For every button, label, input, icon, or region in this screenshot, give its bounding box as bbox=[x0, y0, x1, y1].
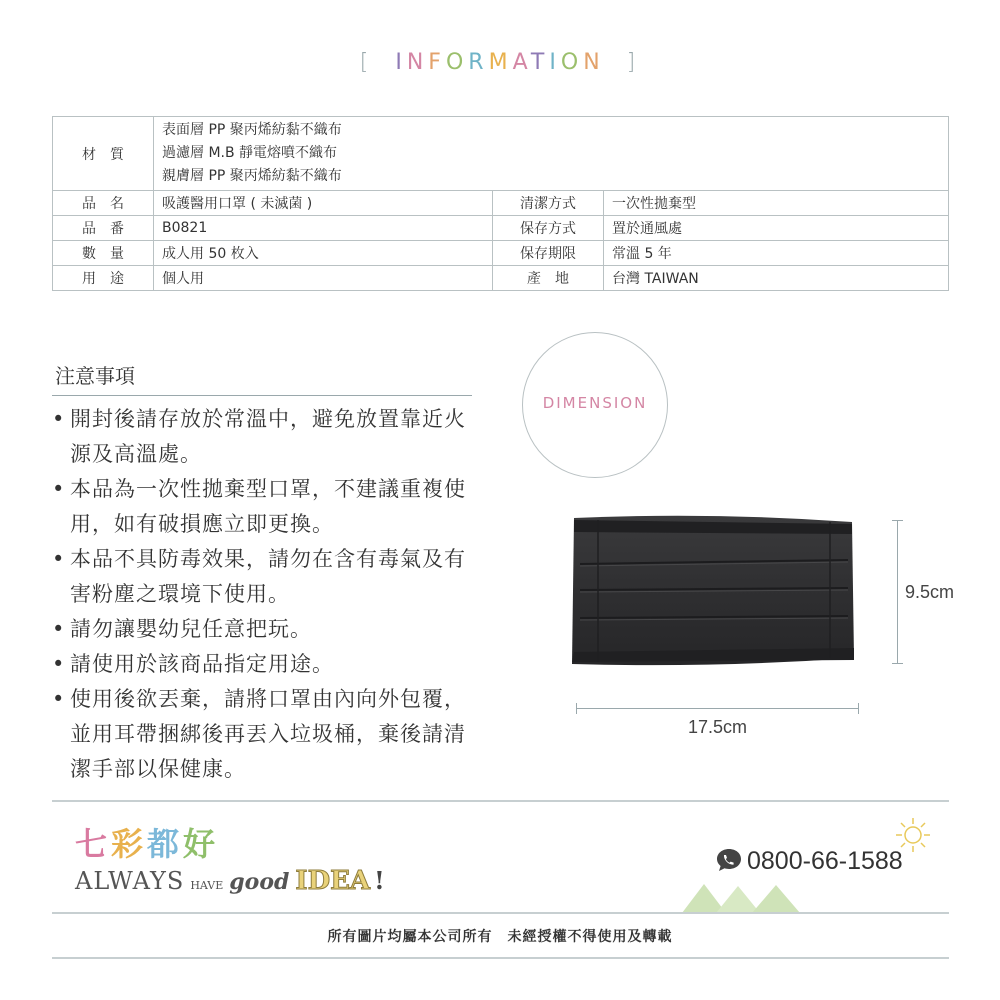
list-item: • 本品為一次性拋棄型口罩，不建議重複使用，如有破損應立即更換。 bbox=[52, 472, 472, 542]
row-label-2: 保存方式 bbox=[493, 216, 604, 241]
phone-number: 0800-66-1588 bbox=[747, 847, 903, 875]
row-value-2: 台灣 TAIWAN bbox=[604, 266, 949, 291]
list-item: • 本品不具防毒效果，請勿在含有毒氣及有害粉塵之環境下使用。 bbox=[52, 542, 472, 612]
row-value-2: 常溫 5 年 bbox=[604, 241, 949, 266]
mask-image bbox=[568, 512, 856, 668]
footer-divider-middle bbox=[52, 912, 949, 914]
row-label: 數 量 bbox=[53, 241, 154, 266]
material-line: 親膚層 PP 聚丙烯紡黏不織布 bbox=[162, 168, 342, 184]
table-row bbox=[53, 266, 949, 291]
material-value bbox=[154, 117, 949, 191]
table-row bbox=[53, 241, 949, 266]
title-letter: F bbox=[428, 50, 446, 75]
height-dimension-line bbox=[897, 520, 898, 663]
width-cap-right bbox=[858, 703, 859, 714]
notes-divider bbox=[52, 395, 472, 396]
row-value: 吸護醫用口罩 ( 未滅菌 ) bbox=[154, 191, 493, 216]
list-item: • 開封後請存放於常溫中，避免放置靠近火源及高溫處。 bbox=[52, 402, 472, 472]
slogan-always: ALWAYS bbox=[75, 867, 185, 895]
title-letter: I bbox=[549, 50, 561, 75]
row-value: 成人用 50 枚入 bbox=[154, 241, 493, 266]
row-label: 品 名 bbox=[53, 191, 154, 216]
bracket-right: ] bbox=[626, 50, 641, 75]
information-title bbox=[395, 50, 604, 75]
table-row bbox=[53, 117, 949, 191]
list-item: • 請勿讓嬰幼兒任意把玩。 bbox=[52, 612, 472, 647]
row-label-2: 清潔方式 bbox=[493, 191, 604, 216]
table-row bbox=[53, 191, 949, 216]
brand-char: 彩 bbox=[111, 825, 148, 863]
footer-divider-bottom bbox=[52, 957, 949, 959]
title-letter: A bbox=[512, 50, 531, 75]
row-value-2: 一次性拋棄型 bbox=[604, 191, 949, 216]
title-letter: N bbox=[406, 50, 429, 75]
row-label: 用 途 bbox=[53, 266, 154, 291]
brand-char: 七 bbox=[75, 825, 112, 863]
title-letter: N bbox=[583, 50, 605, 75]
phone-contact bbox=[715, 847, 903, 876]
height-cap-bottom bbox=[892, 663, 903, 664]
width-cap-left bbox=[576, 703, 577, 714]
mountains-icon bbox=[682, 880, 802, 913]
slogan-bang: ! bbox=[374, 866, 385, 895]
row-value: 個人用 bbox=[154, 266, 493, 291]
height-cap-top bbox=[892, 520, 903, 521]
phone-chat-icon bbox=[715, 847, 743, 873]
brand-slogan bbox=[75, 866, 385, 896]
slogan-idea: IDEA bbox=[295, 866, 371, 896]
title-letter: T bbox=[530, 50, 550, 75]
list-item: • 使用後欲丟棄，請將口罩由內向外包覆，並用耳帶捆綁後再丟入垃圾桶，棄後請清潔手部以保健康。 bbox=[52, 682, 472, 787]
slogan-good: good bbox=[229, 869, 290, 895]
bracket-left: [ bbox=[359, 50, 374, 75]
title-letter: R bbox=[468, 50, 489, 75]
slogan-have: HAVE bbox=[190, 879, 224, 892]
width-dimension-line bbox=[576, 708, 859, 709]
row-value-2: 置於通風處 bbox=[604, 216, 949, 241]
brand-char: 都 bbox=[147, 825, 184, 863]
width-label: 17.5cm bbox=[688, 717, 748, 737]
title-letter: O bbox=[560, 50, 584, 75]
row-label: 品 番 bbox=[53, 216, 154, 241]
row-label-2: 產 地 bbox=[493, 266, 604, 291]
material-label: 材 質 bbox=[53, 117, 154, 191]
notes-list bbox=[52, 402, 472, 787]
brand-logo bbox=[75, 819, 219, 865]
copyright-notice: 所有圖片均屬本公司所有 未經授權不得使用及轉載 bbox=[327, 929, 673, 945]
dimension-title: DIMENSION bbox=[542, 394, 648, 412]
section-header bbox=[0, 50, 1000, 75]
row-label-2: 保存期限 bbox=[493, 241, 604, 266]
table-row bbox=[53, 216, 949, 241]
title-letter: O bbox=[445, 50, 469, 75]
brand-char: 好 bbox=[183, 825, 220, 863]
footer-divider-top bbox=[52, 800, 949, 802]
material-line: 表面層 PP 聚丙烯紡黏不織布 bbox=[162, 122, 342, 138]
spec-table bbox=[52, 116, 949, 291]
notes-title: 注意事項 bbox=[55, 364, 135, 388]
title-letter: M bbox=[488, 50, 513, 75]
list-item: • 請使用於該商品指定用途。 bbox=[52, 647, 472, 682]
height-label: 9.5cm bbox=[905, 582, 955, 602]
title-letter: I bbox=[395, 50, 407, 75]
row-value: B0821 bbox=[154, 216, 493, 241]
material-line: 過濾層 M.B 靜電熔噴不織布 bbox=[162, 145, 338, 161]
